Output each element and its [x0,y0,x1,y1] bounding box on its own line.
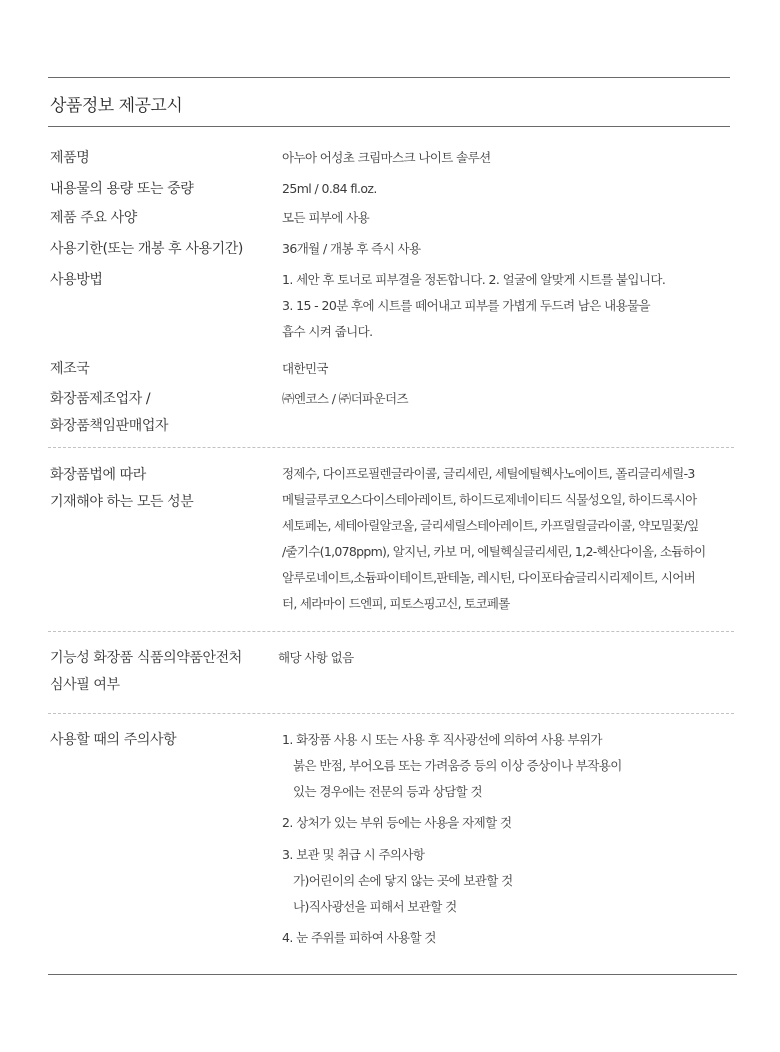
ingredient-line: 정제수, 다이프로필렌글라이콜, 글리세린, 세틸에틸헥사노에이트, 폴리글리세릴-3 [282,466,695,481]
label-usage: 사용방법 [50,272,103,288]
usage-line: 1. 세안 후 토너로 피부결을 정돈합니다. 2. 얼굴에 알맞게 시트를 붙입니다. [282,272,666,287]
value-manufacturer: ㈜엔코스 / ㈜더파운더즈 [282,391,408,406]
ingredient-line: 터, 세라마이 드엔피, 피토스핑고신, 토코페롤 [282,596,510,611]
value-spec: 모든 피부에 사용 [282,210,370,225]
value-cautions [282,727,622,805]
caution-line: 있는 경우에는 전문의 등과 상담할 것 [293,784,482,799]
bottom-divider [48,974,737,975]
value-functional: 해당 사항 없음 [278,650,354,665]
caution-line: 가)어린이의 손에 닿지 않는 곳에 보관할 것 [293,873,513,888]
label-spec: 제품 주요 사양 [50,210,137,226]
label-ingredients [50,462,193,516]
label-manufacturer [50,386,168,440]
ingredient-line: 메틸글루코오스다이스테아레이트, 하이드로제네이티드 식물성오일, 하이드록시아 [282,492,697,507]
ingredient-line: 알루로네이트,소듐파이테이트,판테놀, 레시틴, 다이포타슘글리시리제이트, 시어버 [282,570,695,585]
label-line: 심사필 여부 [50,677,120,693]
label-line: 화장품책임판매업자 [50,418,169,434]
caution-item-1: 1. 화장품 사용 시 또는 사용 후 직사광선에 의하여 사용 부위가 [282,732,602,747]
caution-line: 나)직사광선을 피해서 보관할 것 [293,899,457,914]
label-line: 화장품법에 따라 [50,467,146,483]
caution-line: 붉은 반점, 부어오름 또는 가려움증 등의 이상 증상이나 부작용이 [293,758,622,773]
label-country: 제조국 [50,361,90,377]
value-expiry: 36개월 / 개봉 후 즉시 사용 [282,241,421,256]
label-volume: 내용물의 용량 또는 중량 [50,181,194,197]
usage-line: 흡수 시켜 줍니다. [282,324,373,339]
section-title: 상품정보 제공고시 [50,96,183,116]
value-usage [282,267,665,345]
value-country: 대한민국 [282,361,328,376]
label-line: 화장품제조업자 / [50,391,151,407]
dashed-divider [48,713,734,714]
usage-line: 3. 15 - 20분 후에 시트를 떼어내고 피부를 가볍게 두드려 남은 내용물을 [282,298,651,313]
label-line: 기능성 화장품 식품의약품안전처 [50,650,242,666]
label-line: 기재해야 하는 모든 성분 [50,494,194,510]
caution-item-4: 4. 눈 주위를 피하여 사용할 것 [282,930,436,945]
ingredient-line: /줄기수(1,078ppm), 알지닌, 카보 머, 에틸헥실글리세린, 1,2-헥산다이올, 소듐하이 [282,544,706,559]
top-divider [48,77,730,78]
ingredient-line: 세토페논, 세테아릴알코올, 글리세릴스테아레이트, 카프릴릴글라이콜, 약모밀꽃/잎 [282,518,699,533]
label-cautions: 사용할 때의 주의사항 [50,732,177,748]
value-cautions-storage [282,842,513,920]
label-expiry: 사용기한(또는 개봉 후 사용기간) [50,241,243,257]
value-volume: 25ml / 0.84 fl.oz. [282,181,377,196]
dashed-divider [48,447,734,448]
dashed-divider [48,631,734,632]
caution-item-2: 2. 상처가 있는 부위 등에는 사용을 자제할 것 [282,815,512,830]
value-product-name: 아누아 어성초 크림마스크 나이트 솔루션 [282,150,491,165]
label-functional [50,645,242,699]
caution-item-3: 3. 보관 및 취급 시 주의사항 [282,847,425,862]
title-divider [48,126,730,127]
label-product-name: 제품명 [50,150,90,166]
value-ingredients [282,461,732,617]
